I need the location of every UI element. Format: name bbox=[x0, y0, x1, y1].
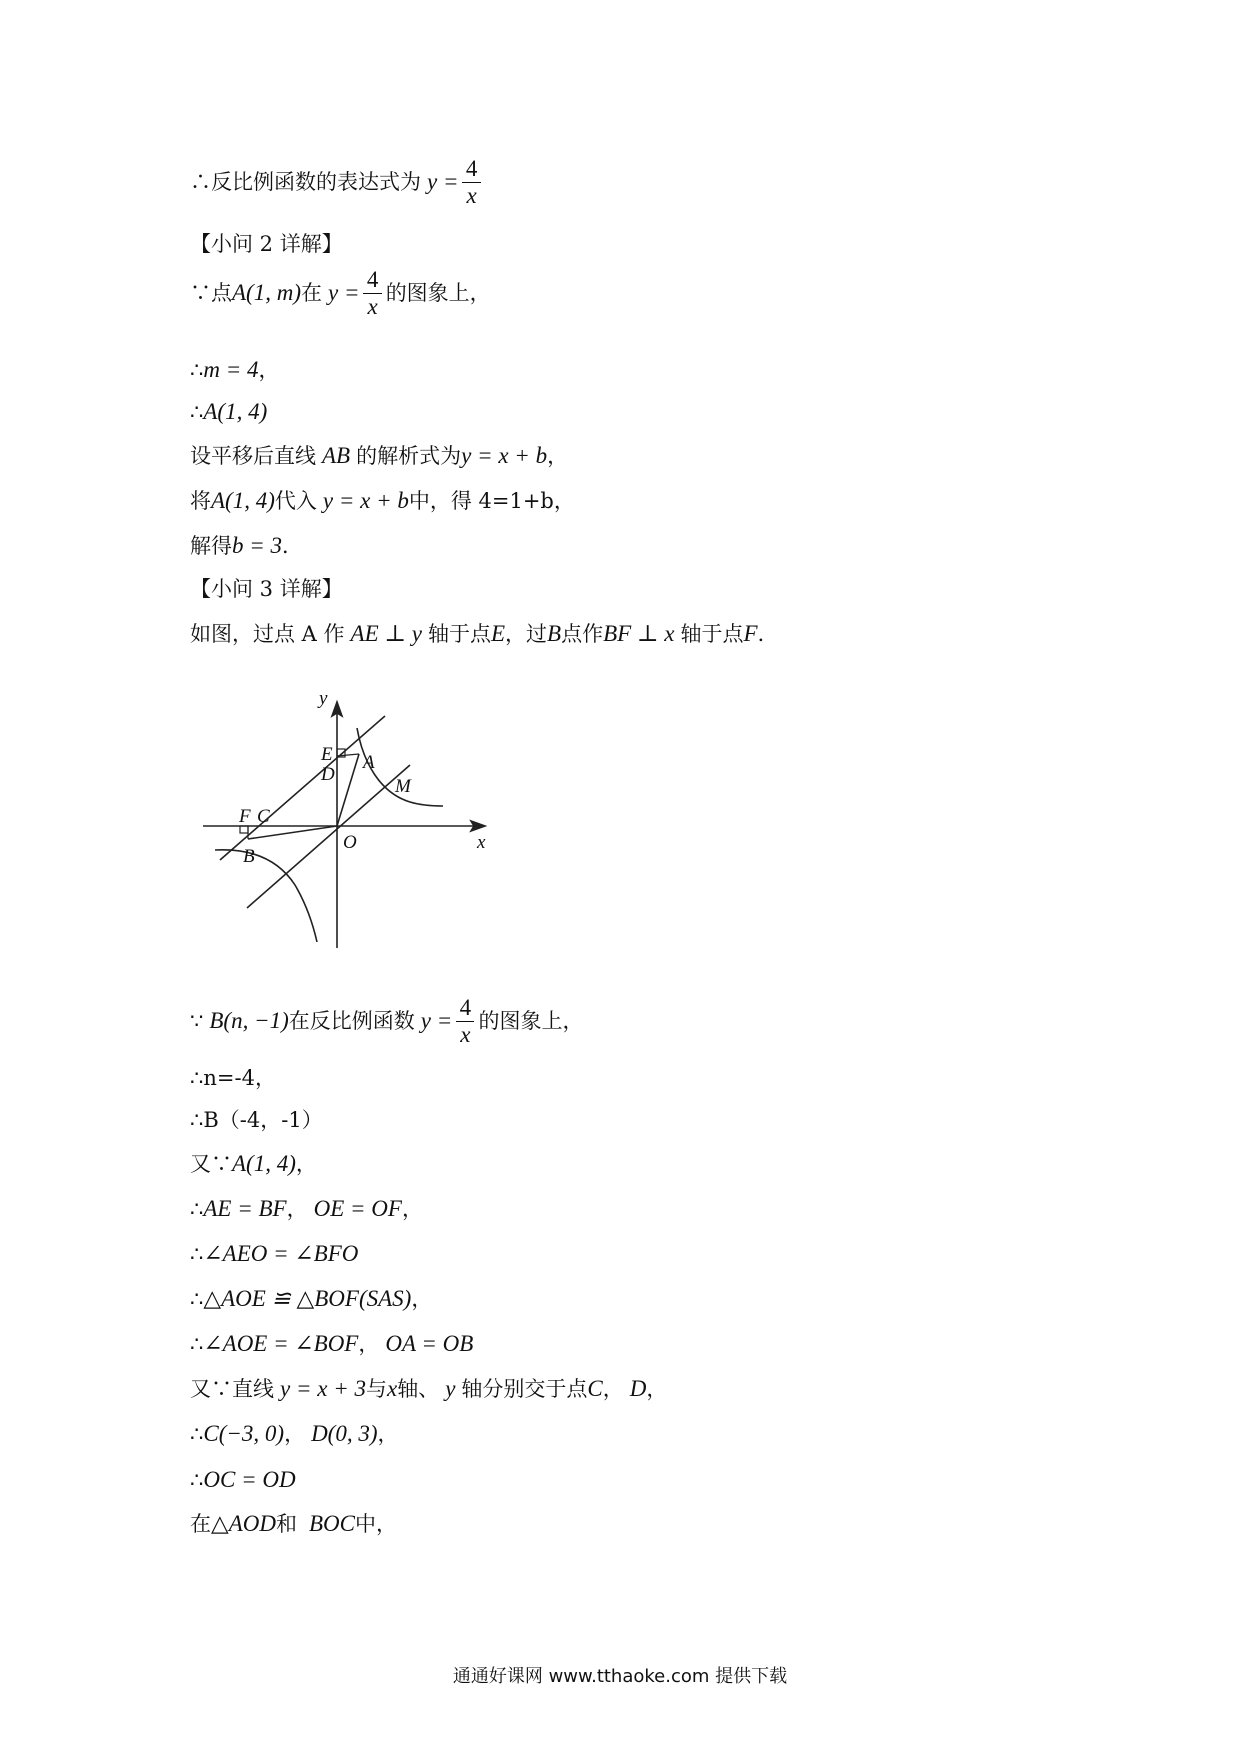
fraction: $\frac{4}{x}$ bbox=[456, 995, 474, 1048]
line-16: ∴ ∠AEO = ∠BFO bbox=[190, 1241, 359, 1266]
line-1 bbox=[190, 157, 485, 207]
line-12: ∴n=-4， bbox=[190, 1066, 276, 1090]
label-o: O bbox=[343, 832, 357, 853]
line-18: ∴ ∠AOE = ∠BOF ， OA = OB bbox=[190, 1331, 474, 1356]
label-c: C bbox=[257, 806, 270, 827]
segment-ob bbox=[248, 826, 337, 839]
y-axis-arrow bbox=[332, 702, 342, 716]
line-21: ∴ OC = OD bbox=[190, 1467, 296, 1492]
label-f: F bbox=[239, 806, 251, 827]
line-3: ∵点 A(1, m) 在 y = $\frac{4}{x}$ 的图象上， bbox=[190, 266, 491, 319]
section-heading-2: 【小问 2 详解】 bbox=[190, 232, 343, 256]
line-om bbox=[247, 765, 410, 908]
label-x: x bbox=[477, 832, 486, 853]
line-7: 将 A(1, 4) 代入 y = x + b 中，得 4=1+b， bbox=[190, 488, 575, 513]
line-11: ∵ B(n, −1) 在反比例函数 y = $\frac{4}{x}$ 的图象上， bbox=[190, 994, 584, 1047]
line-22: 在 △AOD 和 BOC 中， bbox=[190, 1511, 397, 1536]
x-axis-arrow bbox=[471, 821, 485, 831]
line-13: ∴B（-4，-1） bbox=[190, 1108, 323, 1132]
segment-oa bbox=[337, 754, 359, 826]
coordinate-figure bbox=[195, 680, 495, 955]
section-heading-3: 【小问 3 详解】 bbox=[190, 577, 343, 601]
line-5: ∴ A(1, 4) bbox=[190, 399, 268, 424]
line-ab bbox=[220, 716, 385, 860]
line-4: ∴ m = 4 ， bbox=[190, 357, 280, 382]
label-y: y bbox=[319, 688, 328, 709]
label-e: E bbox=[321, 744, 333, 765]
label-a: A bbox=[363, 752, 375, 773]
line-14: 又∵ A(1, 4) ， bbox=[190, 1151, 317, 1176]
label-b: B bbox=[243, 846, 255, 867]
fraction: $\frac{4}{x}$ bbox=[462, 156, 480, 209]
hyperbola-branch-3 bbox=[215, 850, 317, 942]
line-8: 解得 b = 3 ． bbox=[190, 533, 304, 558]
right-angle-mark-f bbox=[240, 826, 248, 833]
label-m: M bbox=[395, 776, 411, 797]
equation: y = bbox=[427, 169, 459, 194]
page-footer: 通通好课网 www.tthaoke.com 提供下载 bbox=[452, 1666, 788, 1687]
fraction: $\frac{4}{x}$ bbox=[363, 267, 381, 320]
line-19: 又∵直线 y = x + 3 与 x 轴、 y 轴分别交于点 C ， D ， bbox=[190, 1376, 668, 1401]
line-15: ∴ AE = BF ， OE = OF ， bbox=[190, 1196, 423, 1221]
line-17: ∴ △AOE ≌ △BOF(SAS) ， bbox=[190, 1286, 433, 1311]
text: ∴反比例函数的表达式为 bbox=[190, 170, 421, 194]
line-10: 如图，过点 A 作 AE ⊥ y 轴于点 E ，过 B 点作 BF ⊥ x 轴于点 F ． bbox=[190, 621, 779, 646]
line-20: ∴ C(−3, 0) ， D(0, 3) ， bbox=[190, 1421, 399, 1446]
line-6: 设平移后直线 AB 的解析式为 y = x + b ， bbox=[190, 443, 569, 468]
label-d: D bbox=[321, 764, 335, 785]
